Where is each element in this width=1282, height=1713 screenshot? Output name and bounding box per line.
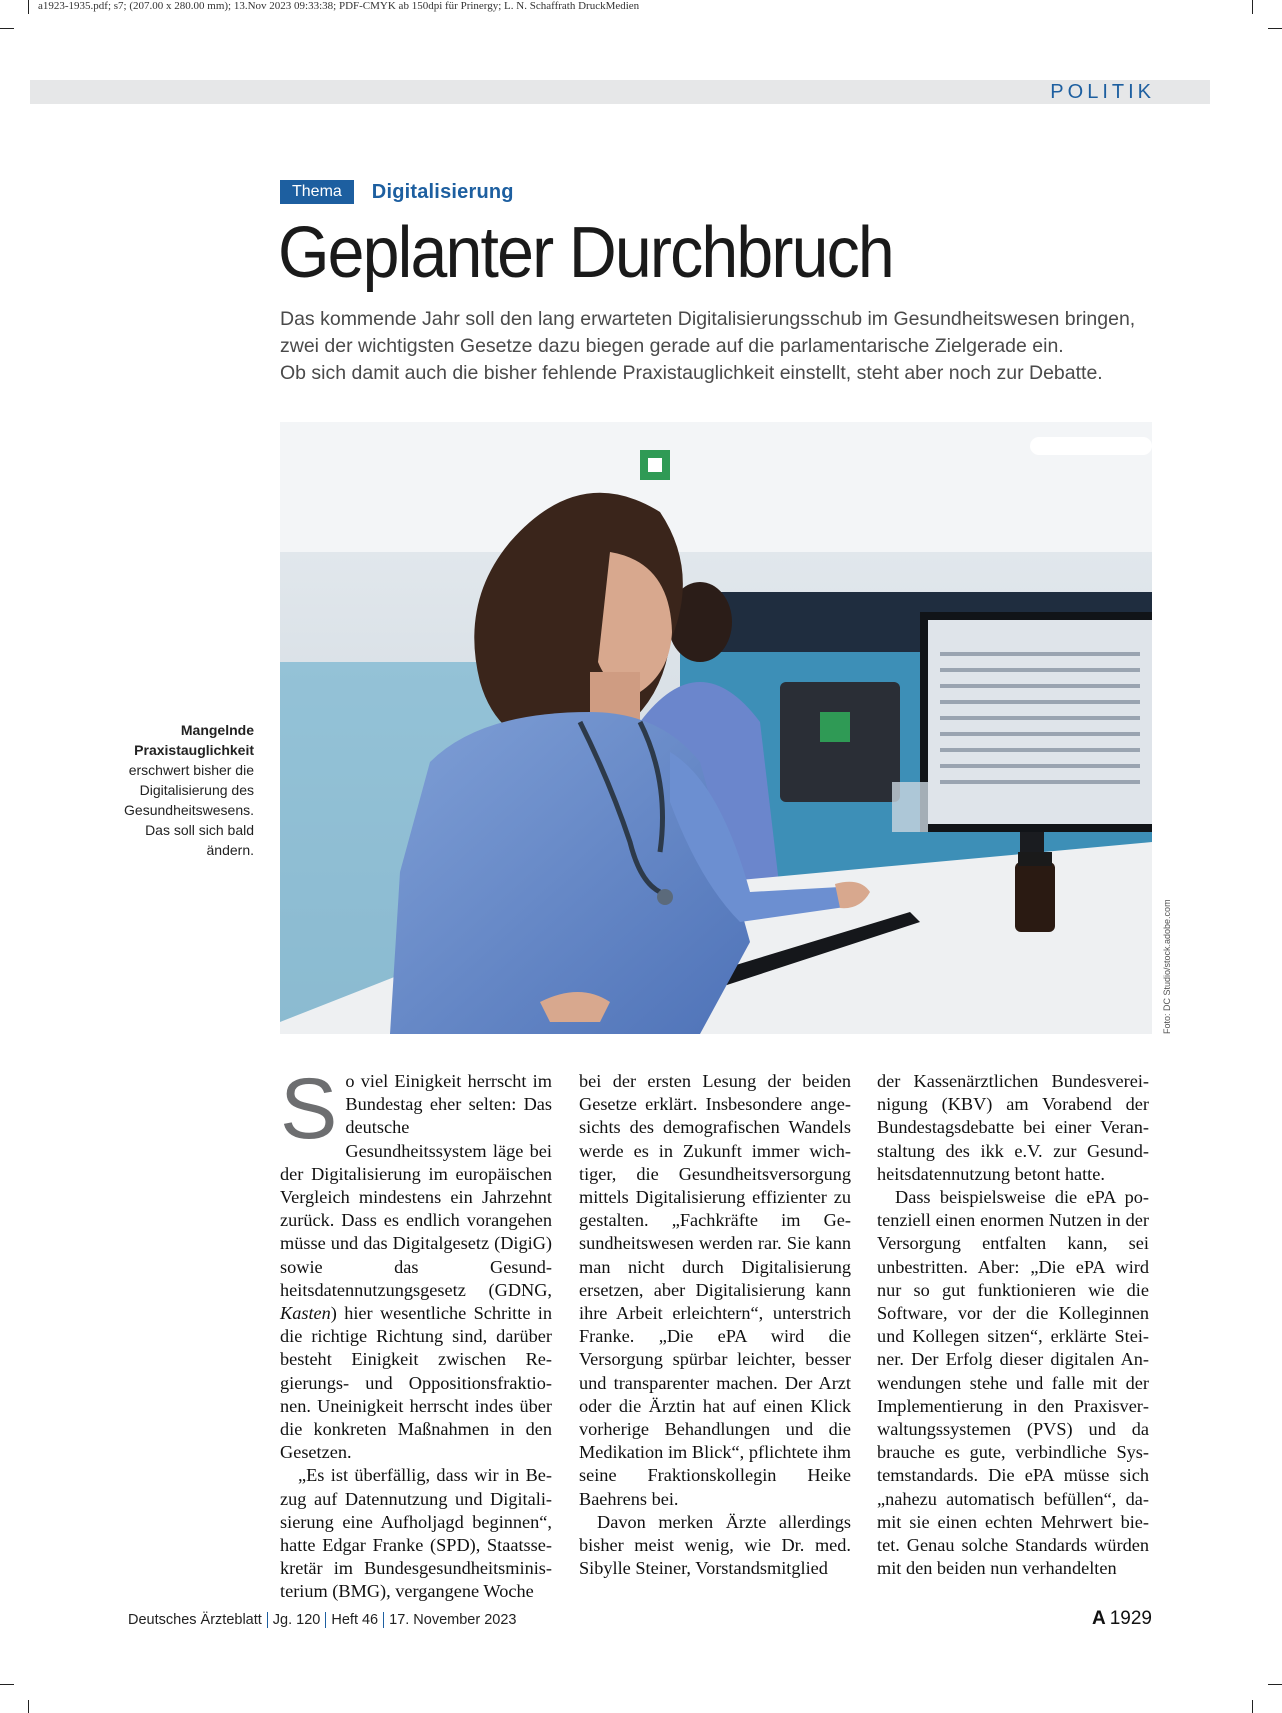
body-column-2 [579,1070,851,1580]
crop-mark [28,0,29,14]
print-slug: a1923-1935.pdf; s7; (207.00 x 280.00 mm); 13.Nov 2023 09:33:38; PDF-CMYK ab 150dpi für Prinergy; L. N. Schaffrath DruckMedien [38,0,640,12]
crop-mark [1268,1684,1282,1685]
footer-separator [325,1612,326,1628]
body-column-1 [280,1061,552,1604]
body-paragraph: Davon merken Ärzte allerdings bisher meist wenig, wie Dr. med. Sibylle Steiner, Vorstandsmitglied [579,1511,851,1579]
crop-mark [0,1684,14,1685]
footer-journal: Deutsches Ärzteblatt [128,1612,262,1628]
photo-caption [114,720,254,860]
teaser [280,306,1180,387]
nurse-at-computer-illustration [280,422,1152,1034]
section-label: POLITIK [1050,81,1155,103]
body-text: o viel Einigkeit herrscht im Bundestag eher selten: Das deutsche Gesundheitssystem läge bei der Digitalisierung im europäischen Vergleich mindestens ein Jahrzehnt zurück. Dass es endlich vorangehen müsse und das Digitalgesetz (DigiG) sowie das Gesundheitsdatennutzungsgesetz (GDNG, [280,1071,552,1300]
caption-bold: Mangelnde Praxistauglichkeit [134,722,254,758]
footer-issue: Heft 46 [331,1612,379,1628]
teaser-line: zwei der wichtigsten Gesetze dazu biegen gerade auf die parlamentarische Zielgerade ein. [280,335,1064,357]
crop-mark [1252,0,1253,14]
page-prefix: A [1091,1608,1106,1629]
body-paragraph [280,1061,552,1464]
photo-credit: Foto: DC Studio/stock.adobe.com [1162,899,1172,1034]
body-paragraph: Dass beispielsweise die ePA potenziell einen enormen Nutzen in der Versorgung entfalten kann, sei unbestritten. Aber: „Die ePA wird nur so gut funktionieren wie die Software, vor der die Kolleginnen und Kollegen sitzen“, erklärte Steiner. Der Erfolg dieser digitalen Anwendungen stehe und falle mit der Implementierung in den Praxisverwaltungssystemen (PVS) und da brauche es gute, verbindliche Systemstandards. Die ePA müsse sich „nahezu automatisch befüllen“, damit sie einen echten Mehrwert bietet. Genau solche Standards würden mit den beiden nun verhandelten [877,1187,1149,1579]
footer-separator [383,1612,384,1628]
teaser-line: Das kommende Jahr soll den lang erwarteten Digitalisierungsschub im Gesundheitswesen bringen, [280,308,1136,330]
footer-date: 17. November 2023 [389,1612,517,1628]
crop-mark [0,28,14,29]
crop-mark [1252,1700,1253,1713]
body-text-italic: Kasten [280,1303,331,1324]
kicker-badge: Thema [280,180,354,204]
header-band [30,80,1210,104]
teaser-line: Ob sich damit auch die bisher fehlende Praxistauglichkeit einstellt, steht aber noch zur Debatte. [280,362,1103,384]
body-text: ) hier wesentliche Schritte in die richtige Richtung sind, darüber besteht Einigkeit zwischen Regierungs- und Oppositionsfraktionen. Uneinigkeit herrscht indes über die konkreten Maßnahmen in den Gesetzen. [280,1303,552,1463]
kicker-topic: Digitalisierung [371,180,514,203]
body-column-3 [877,1070,1149,1580]
footer-separator [267,1612,268,1628]
body-paragraph: der Kassenärztlichen Bundesvereinigung (KBV) am Vorabend der Bundestagsdebatte bei einer Veranstaltung des ikk e.V. zur Gesundheitsdatennutzung betont hatte. [877,1071,1149,1184]
page-number-value: 1929 [1109,1608,1152,1629]
footer-volume: Jg. 120 [272,1612,321,1628]
body-paragraph: bei der ersten Lesung der beiden Gesetze erklärt. Insbesondere angesichts des demografischen Wandels werde es in Zukunft immer wichtiger, die Gesundheitsversorgung mittels Digitalisierung effizienter zu gestalten. „Fachkräfte im Gesundheitswesen werden rar. Sie kann man nicht durch Digitalisierung ersetzen, aber Digitalisierung kann ihre Arbeit erleichtern“, unterstrich Franke. „Die ePA wird die Versorgung spürbar leichter, besser und transparenter machen. Der Arzt oder die Ärztin hat auf einen Klick vorherige Behandlungen und die Medikation im Blick“, pflichtete ihm seine Fraktionskollegin Heike Baehrens bei. [579,1071,851,1509]
caption-text: erschwert bisher die Digitalisierung des Gesundheitswesens. Das soll sich bald ändern. [124,762,254,858]
crop-mark [28,1700,29,1713]
body-paragraph: „Es ist überfällig, dass wir in Bezug auf Datennutzung und Digitalisierung eine Aufholjagd beginnen“, hatte Edgar Franke (SPD), Staatssekretär im Bundesgesundheitsministerium (BMG), vergangene Woche [280,1465,552,1602]
footer [128,1612,516,1628]
headline: Geplanter Durchbruch [278,213,893,293]
page-number [1092,1608,1152,1630]
dropcap: S [280,1061,338,1157]
kicker [280,180,514,204]
crop-mark [1268,28,1282,29]
article-photo [280,422,1152,1034]
